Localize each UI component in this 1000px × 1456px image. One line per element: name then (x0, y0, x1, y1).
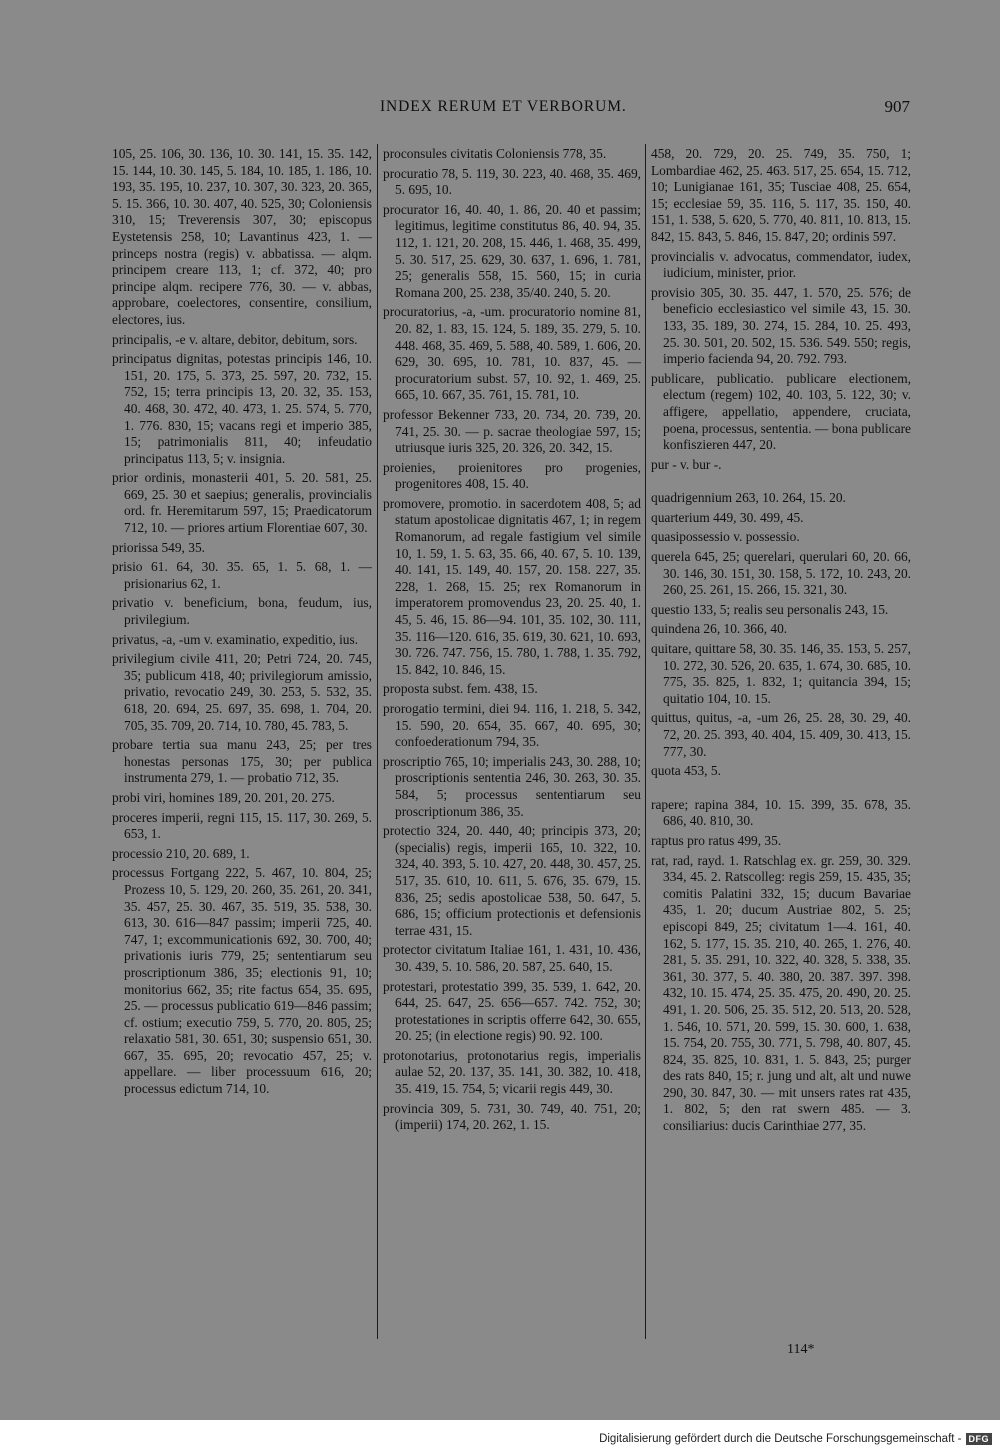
index-entry: quindena 26, 10. 366, 40. (651, 621, 788, 637)
index-entry: prisio 61. 64, 30. 35. 65, 1. 5. 68, 1. — prisionarius 62, 1. (112, 559, 372, 591)
index-entry: quarterium 449, 30. 499, 45. (651, 509, 804, 525)
index-entry: principalis, -e v. altare, debitor, debitum, sors. (112, 331, 358, 347)
signature-mark: 114* (787, 1342, 815, 1357)
index-entry: proposta subst. fem. 438, 15. (383, 681, 538, 697)
letter-gap (651, 783, 911, 797)
digitization-footer (599, 1429, 992, 1449)
index-entry-continuation: 458, 20. 729, 20. 25. 749, 35. 750, 1; Lombardiae 462, 25. 463. 517, 25. 654, 15. 712, 10; Lunigianae 161, 35; Tusciae 408, 25. 654, 15; ecclesiae 59, 35. 116, 5. 117, 35. 150, 40. 151, 1. 538, 5. 620, 5. 770, 40. 811, 10. 813, 15. 842, 15. 843, 5. 846, 15. 847, 20; ordinis 597. (651, 146, 911, 244)
index-entry: quota 453, 5. (651, 763, 721, 779)
index-entry: rapere; rapina 384, 10. 15. 399, 35. 678, 35. 686, 40. 810, 30. (651, 796, 911, 829)
index-entry: querela 645, 25; querelari, querulari 60, 20. 66, 30. 146, 30. 151, 30. 158, 5. 172, 10. 243, 20. 260, 25. 261, 15. 266, 15. 321, 30. (651, 549, 911, 598)
dfg-logo: DFG (966, 1433, 993, 1445)
index-entry: provincialis v. advocatus, commendator, iudex, iudicium, minister, prior. (651, 248, 911, 281)
index-entry: rat, rad, rayd. 1. Ratschlag ex. gr. 259, 30. 329. 334, 45. 2. Ratscolleg: regis 259, 15. 435, 35; comitis Palatini 332, 15; ducum Bavariae 435, 1. 20; ducum Austriae 802, 5. 25; episcopi 849, 25; civitatum 1—4. 161, 40. 162, 5. 177, 15. 35. 210, 40. 265, 1. 276, 40. 281, 5. 35. 291, 10. 322, 40. 328, 5. 338, 35. 361, 30. 377, 5. 40. 380, 20. 387. 397. 398. 432, 10. 15. 474, 25. 35. 475, 20. 490, 20. 25. 491, 1. 20. 506, 25. 35. 512, 20. 513, 20. 528, 1. 546, 10. 571, 20. 599, 15. 30. 600, 1. 638, 15. 754, 20. 755, 30. 771, 5. 798, 40. 807, 45. 824, 35. 825, 10. 831, 1. 5. 843, 25; purger des rats 840, 15; r. jung und alt, alt und nuwe 290, 30. 847, 30. — mit unsers rates rat 435, 1. 802, 5; den rat swern 485. — 3. consiliarius: ducis Carinthiae 277, 35. (651, 852, 911, 1134)
index-entry: protestari, protestatio 399, 35. 539, 1. 642, 20. 644, 25. 647, 25. 656—657. 742. 752, 30; protestationes in scriptis offerre 642, 30. 655, 20. 25; (in electione regis) 90. 92. 100. (383, 978, 641, 1044)
index-entry: prior ordinis, monasterii 401, 5. 20. 581, 25. 669, 25. 30 et saepius; generalis, provincialis ord. fr. Heremitarum 597, 15; Praedicatorum 712, 10. — priores artium Florentiae 607, 30. (112, 470, 372, 536)
running-title: INDEX RERUM ET VERBORUM. (380, 98, 627, 115)
index-entry: provisio 305, 30. 35. 447, 1. 570, 25. 576; de beneficio ecclesiastico vel simile 43, 15. 30. 133, 35. 189, 30. 274, 15. 284, 10. 25. 493, 25. 30. 501, 20. 502, 15. 536. 549. 550; regis, imperio facienda 94, 20. 792. 793. (651, 284, 911, 367)
index-entry: priorissa 549, 35. (112, 539, 205, 555)
index-column-1 (112, 146, 372, 1346)
index-entry: publicare, publicatio. publicare electionem, electum (regem) 102, 40. 103, 5. 122, 30; v. affigere, appellatio, appendere, cruciata, poena, processus, sententia. — bona publicare konfiszieren 447, 20. (651, 370, 911, 453)
index-entry: quasipossessio v. possessio. (651, 529, 800, 545)
index-entry: privilegium civile 411, 20; Petri 724, 20. 745, 35; publicum 418, 40; privilegiorum amissio, privatio, revocatio 249, 30. 253, 5. 532, 35. 618, 20. 694, 25. 697, 35. 698, 1. 704, 20. 705, 35. 709, 20. 714, 10. 780, 45. 783, 5. (112, 651, 372, 733)
index-entry: protector civitatum Italiae 161, 1. 431, 10. 436, 30. 439, 5. 10. 586, 20. 587, 25. 640, 15. (383, 942, 641, 974)
index-entry: privatio v. beneficium, bona, feudum, ius, privilegium. (112, 595, 372, 628)
index-entry: protectio 324, 20. 440, 40; principis 373, 20; (specialis) regis, imperii 165, 10. 322, 10. 324, 40. 393, 5. 10. 427, 20. 448, 30. 457, 25. 517, 35. 610, 10. 611, 5. 676, 35. 679, 15. 836, 25; sedis apostolicae 538, 50. 647, 5. 686, 15; officium protectionis et defensionis terrae 431, 15. (383, 823, 641, 938)
index-entry: professor Bekenner 733, 20. 734, 20. 739, 20. 741, 25. 30. — p. sacrae theologiae 597, 15; utriusque iuris 325, 20. 326, 20. 342, 15. (383, 406, 641, 456)
index-entry: proconsules civitatis Coloniensis 778, 35. (383, 146, 607, 161)
index-entry: processio 210, 20. 689, 1. (112, 845, 250, 861)
index-column-2 (383, 146, 641, 1346)
index-entry: probare tertia sua manu 243, 25; per tres honestas personas 175, 30; per publica instrumenta 279, 1. — probatio 712, 35. (112, 737, 372, 786)
index-entry: raptus pro ratus 499, 35. (651, 832, 782, 848)
index-entry: proceres imperii, regni 115, 15. 117, 30. 269, 5. 653, 1. (112, 809, 372, 842)
index-entry: processus Fortgang 222, 5. 467, 10. 804, 25; Prozess 10, 5. 129, 20. 260, 35. 261, 20. 341, 35. 457, 25. 30. 467, 35. 519, 35. 538, 30. 613, 30. 616—847 passim; imperii 725, 40. 747, 1; excommunicationis 692, 30. 700, 40; privationis iuris 779, 25; sententiarum seu proscriptionum 386, 35; electionis 91, 10; monitorius 662, 35; rite factus 654, 35. 695, 25. — processus publicatio 619—846 passim; cf. ostium; executio 759, 5. 770, 20. 805, 25; relaxatio 581, 30. 651, 30; suspensio 651, 30. 667, 35. 695, 20; revocatio 457, 25; v. appellare. — liber processuum 616, 20; processus edictum 714, 10. (112, 865, 372, 1097)
index-entry: quittus, quitus, -a, -um 26, 25. 28, 30. 29, 40. 72, 20. 25. 393, 40. 404, 15. 409, 30. 413, 15. 777, 30. (651, 710, 911, 759)
index-entry: procuratorius, -a, -um. procuratorio nomine 81, 20. 82, 1. 83, 15. 124, 5. 189, 35. 279, 5. 10. 448. 468, 35. 469, 5. 588, 40. 589, 1. 606, 20. 629, 30. 695, 10. 781, 10. 837, 45. — procuratorium subst. 57, 10. 92, 1. 469, 25. 665, 10. 667, 35. 761, 15. 781, 10. (383, 304, 641, 403)
index-entry: principatus dignitas, potestas principis 146, 10. 151, 20. 175, 5. 373, 25. 597, 20. 732, 15. 752, 15; terra principis 13, 20. 32, 35. 153, 40. 468, 30. 472, 40. 473, 1. 25. 574, 5. 770, 1. 776. 830, 15; vacans regi et imperio 385, 15; patrimonialis 811, 40; infeudatio principatus 113, 5; v. insignia. (112, 351, 372, 466)
index-entry: questio 133, 5; realis seu personalis 243, 15. (651, 601, 889, 617)
index-entry: privatus, -a, -um v. examinatio, expeditio, ius. (112, 631, 359, 647)
index-entry: provincia 309, 5. 731, 30. 749, 40. 751, 20; (imperii) 174, 20. 262, 1. 15. (383, 1100, 641, 1133)
index-entry: quadrigennium 263, 10. 264, 15. 20. (651, 490, 846, 506)
index-entry: procuratio 78, 5. 119, 30. 223, 40. 468, 35. 469, 5. 695, 10. (383, 165, 641, 198)
index-entry: procurator 16, 40. 40, 1. 86, 20. 40 et passim; legitimus, legitime constitutus 86, 40. 94, 35. 112, 1. 121, 20. 208, 15. 446, 1. 468, 35. 499, 5. 30. 517, 25. 629, 30. 637, 1. 696, 1. 781, 25; generalis 558, 15. 560, 15; in curia Romana 200, 25. 238, 35/40. 240, 5. 20. (383, 201, 641, 300)
index-entry: proscriptio 765, 10; imperialis 243, 30. 288, 10; proscriptionis sententia 246, 30. 263, 30. 35. 584, 5; processus sententiarum seu proscriptionum 386, 35. (383, 753, 641, 819)
index-entry: protonotarius, protonotarius regis, imperialis aulae 52, 20. 137, 35. 141, 30. 382, 10. 418, 35. 419, 15. 754, 5; vicarii regis 449, 30. (383, 1047, 641, 1097)
letter-gap (651, 476, 911, 490)
index-entry: pur - v. bur -. (651, 456, 722, 472)
footer-text: Digitalisierung gefördert durch die Deutsche Forschungsgemeinschaft - (599, 1433, 962, 1445)
index-entry: promovere, promotio. in sacerdotem 408, 5; ad statum apostolicae dignitatis 467, 1; in regem Romanorum, ad regale fastigium vel simile 10, 1. 59, 1. 5. 63, 35. 66, 40. 67, 5. 10. 139, 40. 141, 15. 149, 40. 157, 20. 158. 227, 35. 228, 1. 268, 15. 25; rex Romanorum in imperatorem promovendus 23, 20. 25. 40, 1. 45, 5. 46, 15. 86—94. 101, 35. 102, 30. 111, 35. 116—120. 616, 35. 619, 30. 621, 10. 693, 30. 726. 747. 756, 15. 780, 1. 788, 1. 35. 792, 15. 842, 10. 846, 15. (383, 495, 641, 677)
index-entry: quitare, quittare 58, 30. 35. 146, 35. 153, 5. 257, 10. 272, 30. 526, 20. 635, 1. 674, 30. 685, 10. 775, 35. 825, 1. 832, 1; quitancia 394, 15; quitatio 104, 10. 15. (651, 641, 911, 706)
column-rule (377, 144, 378, 1339)
index-entry: probi viri, homines 189, 20. 201, 20. 275. (112, 789, 335, 805)
index-entry: prorogatio termini, diei 94. 116, 1. 218, 5. 342, 15. 590, 20. 654, 35. 667, 40. 695, 30; confoederationum 794, 35. (383, 701, 641, 750)
column-rule (645, 144, 646, 1339)
index-column-3 (651, 146, 911, 1346)
page-header (110, 98, 910, 122)
index-entry: proienies, proienitores pro progenies, progenitores 408, 15. 40. (383, 459, 641, 492)
index-entry-continuation: 105, 25. 106, 30. 136, 10. 30. 141, 15. 35. 142, 15. 144, 10. 30. 145, 5. 184, 10. 185, 1. 186, 10. 193, 35. 195, 10. 237, 10. 307, 30. 323, 20. 365, 5. 15. 366, 10. 30. 407, 40. 525, 30; Coloniensis 310, 15; Treverensis 307, 30; episcopus Eystetensis 258, 10; Lavantinus 423, 1. — princeps nostra (regis) v. abbatissa. — alqm. principem creare 113, 1; cf. 372, 40; pro principe alqm. recipere 776, 30. — v. abbas, approbare, coelectores, consentire, consilium, electores, ius. (112, 146, 372, 327)
page-number: 907 (884, 97, 910, 116)
